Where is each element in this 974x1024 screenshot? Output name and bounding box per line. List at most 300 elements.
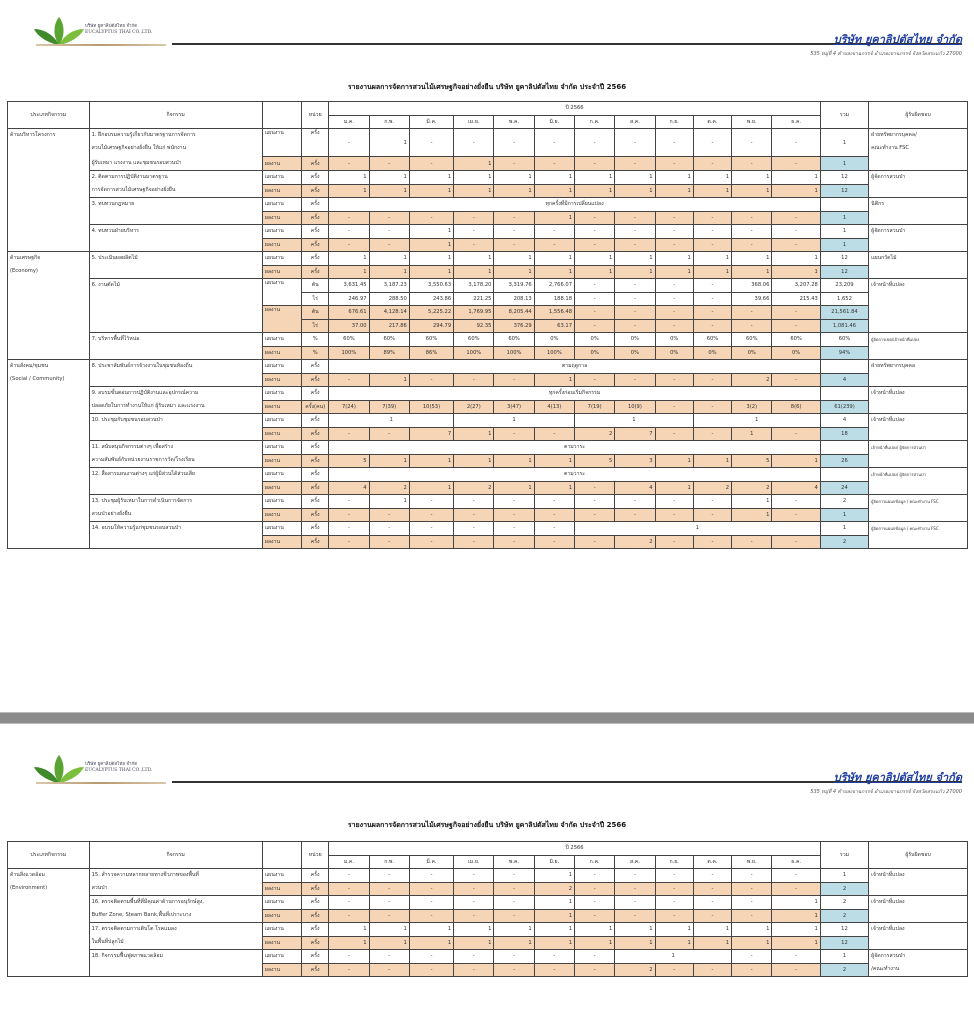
month-value-cell: - <box>575 129 615 157</box>
month-value-cell: 10(9) <box>615 400 655 414</box>
month-value-cell: - <box>534 157 574 171</box>
month-value-cell: - <box>329 427 369 441</box>
month-value-cell: 60% <box>369 333 409 347</box>
month-value-cell: - <box>494 963 534 977</box>
table-row <box>8 360 968 374</box>
month-value-cell: - <box>655 909 693 923</box>
month-value-cell: 1 <box>575 923 615 937</box>
month-value-cell: - <box>494 522 534 536</box>
month-value-cell: 5 <box>575 454 615 468</box>
month-value-cell: - <box>615 373 655 387</box>
total-cell: 12 <box>820 252 868 266</box>
note-before-activity: ทุกครั้งก่อนเริ่มกิจกรรม <box>329 387 821 401</box>
month-value-cell: 1 <box>369 252 409 266</box>
month-value-cell: 1 <box>575 184 615 198</box>
month-value-cell: 100% <box>534 346 574 360</box>
responsible-10: เจ้าหน้าที่แปลง <box>869 414 968 441</box>
text-line: ผู้รับเหมา แรงงาน และชุมชนรอบสวนป่า <box>91 160 182 166</box>
month-value-cell: 1 <box>494 252 534 266</box>
month-value-cell: 1 <box>369 184 409 198</box>
month-value-cell: - <box>732 869 772 883</box>
month-value-cell: - <box>369 909 409 923</box>
month-value-cell: - <box>454 535 494 549</box>
month-value-cell: 1 <box>534 252 574 266</box>
total-cell: 1 <box>820 950 868 964</box>
month-value-cell: 1 <box>655 184 693 198</box>
month-value-cell: - <box>772 427 820 441</box>
month-value-cell: 1 <box>454 414 575 428</box>
month-value-cell: - <box>454 211 494 225</box>
month-value-cell: 7 <box>409 427 453 441</box>
total-cell: 18 <box>820 427 868 441</box>
month-value-cell: - <box>329 495 369 509</box>
month-value-cell: - <box>693 427 731 441</box>
month-value-cell: 1 <box>575 414 694 428</box>
result-label: ผลงาน <box>262 211 301 225</box>
month-value-cell: 2 <box>615 535 655 549</box>
month-jan: ม.ค. <box>329 115 369 129</box>
month-value-cell: 1 <box>494 481 534 495</box>
month-value-cell: - <box>575 157 615 171</box>
month-value-cell: 1 <box>772 936 820 950</box>
month-value-cell: - <box>615 292 655 306</box>
result-label: ผลงาน <box>262 963 301 977</box>
unit-cell: ครั้ง <box>302 481 329 495</box>
month-nov: พ.ย. <box>732 115 772 129</box>
month-value-cell: 1 <box>534 923 574 937</box>
month-value-cell: 1 <box>369 129 409 157</box>
month-value-cell: 1 <box>454 265 494 279</box>
month-value-cell: - <box>409 882 453 896</box>
month-value-cell: - <box>575 373 615 387</box>
month-value-cell: - <box>575 869 615 883</box>
unit-cell: ครั้ง <box>302 373 329 387</box>
activity-1 <box>89 129 262 171</box>
month-value-cell: - <box>655 963 693 977</box>
month-value-cell: - <box>655 129 693 157</box>
text-line: 16. ตรวจติดตามพื้นที่ที่มีคุณค่าด้านการอนุรักษ์สูง, <box>91 899 204 905</box>
month-value-cell: - <box>772 157 820 171</box>
month-value-cell: - <box>693 909 731 923</box>
company-name-link[interactable]: บริษัท ยูคาลิปตัสไทย จำกัด <box>833 33 962 46</box>
activity-2 <box>89 171 262 198</box>
note-as-agenda: ตามวาระ <box>329 468 821 482</box>
month-value-cell: 1 <box>772 909 820 923</box>
activity-4: 4. ทบทวนฝ่ายบริหาร <box>89 225 262 252</box>
unit-cell: ไร่ <box>302 292 329 306</box>
activity-9 <box>89 387 262 414</box>
month-feb: ก.พ. <box>369 855 409 869</box>
month-value-cell: - <box>409 495 453 509</box>
month-value-cell: - <box>655 157 693 171</box>
month-value-cell: - <box>575 896 615 910</box>
month-value-cell: - <box>454 373 494 387</box>
company-name-link[interactable]: บริษัท ยูคาลิปตัสไทย จำกัด <box>833 771 962 784</box>
month-value-cell: 3,319.76 <box>494 279 534 293</box>
result-label: ผลงาน <box>262 481 301 495</box>
plan-label: แผนงาน <box>262 387 301 401</box>
plan-label: แผนงาน <box>262 923 301 937</box>
total-cell: 23,209 <box>820 279 868 293</box>
responsible-14: ผู้จัดการแผนกข้อมูล / คณะทำงาน FSC <box>869 522 968 549</box>
month-value-cell: 2 <box>615 963 655 977</box>
unit-cell: ต้น <box>302 279 329 293</box>
unit-cell: ครั้ง <box>302 936 329 950</box>
text-line: ด้านสังคม/ชุมชน <box>10 363 49 369</box>
month-value-cell: 1 <box>732 495 772 509</box>
month-value-cell: - <box>454 522 494 536</box>
table-row <box>8 198 968 212</box>
table-cell <box>820 198 868 212</box>
month-value-cell: 60% <box>732 333 772 347</box>
month-value-cell: - <box>772 373 820 387</box>
month-value-cell: 3,178.20 <box>454 279 494 293</box>
month-sep: ก.ย. <box>655 115 693 129</box>
month-value-cell: - <box>693 535 731 549</box>
category-social <box>8 360 90 549</box>
month-value-cell: 2 <box>693 481 731 495</box>
responsible-18 <box>869 950 968 977</box>
logo-english-name: EUCALYPTUS THAI CO.,LTD. <box>85 768 153 773</box>
month-value-cell: 5 <box>329 454 369 468</box>
col-category: ประเภทกิจกรรม <box>8 842 90 869</box>
month-value-cell: - <box>732 225 772 239</box>
month-value-cell: - <box>494 909 534 923</box>
month-value-cell: 1 <box>693 252 731 266</box>
unit-cell: ครั้ง <box>302 238 329 252</box>
table-row <box>8 495 968 509</box>
month-value-cell: - <box>409 522 453 536</box>
responsible-11: เจ้าหน้าที่แปลง/ ผู้จัดการสวนป่า <box>869 441 968 468</box>
month-value-cell: 1 <box>494 454 534 468</box>
responsible-6: เจ้าหน้าที่แปลง <box>869 279 968 333</box>
logo-underline <box>36 44 166 46</box>
result-label: ผลงาน <box>262 535 301 549</box>
month-value-cell: 1 <box>409 171 453 185</box>
month-value-cell: - <box>369 157 409 171</box>
col-responsible: ผู้รับผิดชอบ <box>869 842 968 869</box>
month-value-cell: - <box>494 373 534 387</box>
table-row <box>8 896 968 910</box>
month-value-cell: 10(53) <box>409 400 453 414</box>
month-value-cell: - <box>732 963 772 977</box>
col-year: ปี 2566 <box>329 102 821 116</box>
month-value-cell: 1 <box>655 171 693 185</box>
logo-thai-name: บริษัท ยูคาลิปตัสไทย จำกัด <box>85 762 138 767</box>
month-value-cell: - <box>772 495 820 509</box>
month-mar: มี.ค. <box>409 855 453 869</box>
unit-cell: ครั้ง <box>302 157 329 171</box>
month-value-cell: - <box>655 225 693 239</box>
month-value-cell: 243.86 <box>409 292 453 306</box>
month-value-cell: 1 <box>329 184 369 198</box>
month-value-cell: 1 <box>534 936 574 950</box>
plan-label: แผนงาน <box>262 414 301 428</box>
table-row <box>8 171 968 185</box>
month-value-cell: 1 <box>369 936 409 950</box>
month-value-cell: - <box>655 508 693 522</box>
month-value-cell: 1 <box>655 481 693 495</box>
month-value-cell: - <box>494 495 534 509</box>
month-value-cell: 188.18 <box>534 292 574 306</box>
unit-cell: ครั้ง <box>302 198 329 212</box>
month-value-cell: 1 <box>615 171 655 185</box>
activity-11 <box>89 441 262 468</box>
month-value-cell: - <box>772 869 820 883</box>
text-line: สวนไม้เศรษฐกิจอย่างยั่งยืน ให้แก่ พนักงาน <box>91 145 187 151</box>
responsible-3: นิติกร <box>869 198 968 225</box>
month-apr: เม.ย. <box>454 115 494 129</box>
unit-cell: ครั้ง <box>302 211 329 225</box>
text-line: สวนป่าอย่างยั่งยืน <box>91 511 132 517</box>
unit-cell: ครั้ง <box>302 454 329 468</box>
month-oct: ต.ค. <box>693 855 731 869</box>
total-cell: 12 <box>820 265 868 279</box>
col-category: ประเภทกิจกรรม <box>8 102 90 129</box>
total-cell: 21,561.84 <box>820 306 868 320</box>
total-cell: 12 <box>820 171 868 185</box>
month-value-cell: - <box>329 963 369 977</box>
note-on-change: ทุกครั้งที่มีการเปลี่ยนแปลง <box>329 198 821 212</box>
month-value-cell: 100% <box>454 346 494 360</box>
activity-12: 12. สื่อสารแผนงานต่างๆ แก่ผู้มีส่วนได้ส่วนเสีย <box>89 468 262 495</box>
table-row <box>8 869 968 883</box>
text-line: (Social / Community) <box>10 376 65 382</box>
month-value-cell: - <box>575 292 615 306</box>
month-value-cell: - <box>494 157 534 171</box>
month-value-cell: 92.35 <box>454 319 494 333</box>
unit-cell: ไร่ <box>302 319 329 333</box>
logo-underline <box>36 782 166 784</box>
table-row <box>8 387 968 401</box>
month-value-cell: - <box>534 522 574 536</box>
table-row <box>8 279 968 293</box>
month-value-cell: 8,205.44 <box>494 306 534 320</box>
month-value-cell: - <box>409 950 453 964</box>
month-value-cell: 1 <box>732 265 772 279</box>
month-value-cell: 1 <box>329 171 369 185</box>
month-value-cell: - <box>454 238 494 252</box>
month-value-cell: - <box>693 129 731 157</box>
plan-label: แผนงาน <box>262 360 301 374</box>
unit-cell: ครั้ง <box>302 869 329 883</box>
month-value-cell: - <box>329 535 369 549</box>
month-value-cell: 1 <box>329 923 369 937</box>
unit-cell: ครั้ง <box>302 522 329 536</box>
month-value-cell: 1 <box>494 936 534 950</box>
month-value-cell: 1 <box>693 265 731 279</box>
month-value-cell: - <box>615 495 655 509</box>
month-value-cell: - <box>494 869 534 883</box>
col-unit: หน่วย <box>302 102 329 129</box>
month-value-cell: 1 <box>655 454 693 468</box>
month-value-cell: - <box>655 896 693 910</box>
month-value-cell: 1 <box>575 171 615 185</box>
unit-cell: ครั้ง <box>302 882 329 896</box>
total-cell: 1 <box>820 508 868 522</box>
month-value-cell: - <box>369 896 409 910</box>
month-value-cell: 60% <box>693 333 731 347</box>
month-value-cell: - <box>409 508 453 522</box>
month-value-cell: 208.13 <box>494 292 534 306</box>
month-value-cell: - <box>655 869 693 883</box>
total-cell: 12 <box>820 184 868 198</box>
table-cell <box>820 468 868 482</box>
month-value-cell: - <box>575 279 615 293</box>
month-value-cell: 63.17 <box>534 319 574 333</box>
month-value-cell: - <box>693 495 731 509</box>
text-line: Buffer Zone, Steam Bank,พื้นที่เปราะบาง <box>91 912 192 918</box>
text-line: ในพื้นที่ปลูกไม้ <box>91 939 124 945</box>
month-value-cell: 1 <box>693 414 820 428</box>
month-value-cell: 2,766.07 <box>534 279 574 293</box>
month-value-cell: - <box>732 535 772 549</box>
month-value-cell: - <box>409 909 453 923</box>
month-value-cell: 1 <box>772 896 820 910</box>
table-row <box>8 414 968 428</box>
month-value-cell: - <box>693 508 731 522</box>
month-value-cell: 1 <box>454 923 494 937</box>
month-value-cell: - <box>732 157 772 171</box>
month-value-cell: - <box>655 535 693 549</box>
text-line: ผู้จัดการสวนป่า <box>871 953 906 959</box>
month-value-cell: 1 <box>454 171 494 185</box>
month-value-cell: - <box>693 279 731 293</box>
table-row <box>8 522 968 536</box>
unit-cell: ครั้ง <box>302 360 329 374</box>
month-value-cell: - <box>732 238 772 252</box>
month-value-cell: 3,207.28 <box>772 279 820 293</box>
total-cell: 1 <box>820 211 868 225</box>
unit-cell: ครั้ง <box>302 265 329 279</box>
month-value-cell: - <box>615 129 655 157</box>
plan-label: แผนงาน <box>262 468 301 482</box>
month-value-cell: - <box>534 238 574 252</box>
month-value-cell: - <box>693 157 731 171</box>
month-apr: เม.ย. <box>454 855 494 869</box>
responsible-5: แผนกวัดไม้ <box>869 252 968 279</box>
result-label: ผลงาน <box>262 909 301 923</box>
month-value-cell: - <box>329 211 369 225</box>
month-value-cell: - <box>329 238 369 252</box>
month-value-cell: 4 <box>615 481 655 495</box>
unit-cell: ครั้ง <box>302 427 329 441</box>
report-table-1 <box>7 101 968 549</box>
month-value-cell: 288.50 <box>369 292 409 306</box>
month-value-cell: - <box>575 306 615 320</box>
activity-5: 5. ประเมินผลผลิตไม้ <box>89 252 262 279</box>
month-value-cell: 1 <box>732 923 772 937</box>
unit-cell: % <box>302 346 329 360</box>
month-value-cell: 37.00 <box>329 319 369 333</box>
text-line: ฝ่ายทรัพยากรบุคคล/ <box>871 132 917 138</box>
month-value-cell: - <box>329 508 369 522</box>
month-jul: ก.ค. <box>575 855 615 869</box>
month-value-cell: 1 <box>615 184 655 198</box>
month-value-cell: 1,769.95 <box>454 306 494 320</box>
unit-cell: ครั้ง <box>302 171 329 185</box>
month-value-cell: 1 <box>369 373 409 387</box>
total-cell: 1,081.46 <box>820 319 868 333</box>
total-cell: 1 <box>820 157 868 171</box>
month-value-cell: 60% <box>454 333 494 347</box>
unit-cell: ครั้ง <box>302 923 329 937</box>
unit-cell: ครั้ง <box>302 963 329 977</box>
text-line: 2. ติดตามการปฏิบัติงานมาตรฐาน <box>91 174 168 180</box>
month-value-cell: - <box>329 909 369 923</box>
month-value-cell: - <box>732 950 772 964</box>
month-value-cell: 1 <box>534 211 574 225</box>
plan-label: แผนงาน <box>262 950 301 964</box>
month-value-cell: 1 <box>615 265 655 279</box>
month-value-cell: 4 <box>772 481 820 495</box>
month-value-cell: - <box>409 896 453 910</box>
month-value-cell: - <box>732 909 772 923</box>
month-value-cell: 1 <box>454 454 494 468</box>
result-label: ผลงาน <box>262 882 301 896</box>
month-value-cell: 2 <box>575 427 615 441</box>
month-value-cell: - <box>693 400 731 414</box>
plan-label: แผนงาน <box>262 171 301 185</box>
month-value-cell: 1 <box>534 184 574 198</box>
plan-label: แผนงาน <box>262 279 301 306</box>
month-value-cell: - <box>615 882 655 896</box>
month-value-cell: - <box>534 508 574 522</box>
month-value-cell: - <box>369 238 409 252</box>
month-value-cell: - <box>575 211 615 225</box>
month-value-cell: 1 <box>329 936 369 950</box>
month-value-cell: - <box>655 211 693 225</box>
month-value-cell: 368.06 <box>732 279 772 293</box>
month-value-cell: 1 <box>534 265 574 279</box>
responsible-4: ผู้จัดการสวนป่า <box>869 225 968 252</box>
month-value-cell: 1 <box>409 936 453 950</box>
month-value-cell: 7(24) <box>329 400 369 414</box>
month-value-cell: 1 <box>772 265 820 279</box>
table-row <box>8 950 968 964</box>
text-line: ความสัมพันธ์กับหน่วยงานราชการวัด/โรงเรียน <box>91 457 195 463</box>
month-value-cell: 1 <box>494 265 534 279</box>
month-value-cell: 4,128.14 <box>369 306 409 320</box>
month-value-cell: 100% <box>329 346 369 360</box>
month-value-cell: - <box>369 211 409 225</box>
month-value-cell: - <box>409 535 453 549</box>
month-value-cell: 1 <box>615 252 655 266</box>
month-value-cell: 294.79 <box>409 319 453 333</box>
category-environment <box>8 869 90 977</box>
responsible-9: เจ้าหน้าที่แปลง <box>869 387 968 414</box>
responsible-15: เจ้าหน้าที่แปลง <box>869 869 968 896</box>
month-value-cell: - <box>615 279 655 293</box>
report-title: รายงานผลการจัดการสวนไม้เศรษฐกิจอย่างยั่งยืน บริษัท ยูคาลิปตัสไทย จำกัด ประจำปี 2566 <box>347 821 627 829</box>
col-responsible: ผู้รับผิดชอบ <box>869 102 968 129</box>
month-value-cell: - <box>693 373 731 387</box>
unit-cell: ครั้ง <box>302 468 329 482</box>
company-address: 535 หมู่ที่ 4 ตำบลเขาฉกรรจ์ อำเภอเขาฉกรรจ์ จังหวัดสระแก้ว 27000 <box>810 789 962 795</box>
activity-13 <box>89 495 262 522</box>
month-value-cell: - <box>615 909 655 923</box>
month-value-cell: 0% <box>732 346 772 360</box>
month-value-cell: - <box>732 896 772 910</box>
report-table-2 <box>7 841 968 977</box>
month-value-cell: - <box>615 211 655 225</box>
col-total: รวม <box>820 842 868 869</box>
month-may: พ.ค. <box>494 115 534 129</box>
month-value-cell: 2 <box>732 481 772 495</box>
month-value-cell: - <box>693 292 731 306</box>
month-value-cell: - <box>693 225 731 239</box>
month-value-cell: 86% <box>409 346 453 360</box>
